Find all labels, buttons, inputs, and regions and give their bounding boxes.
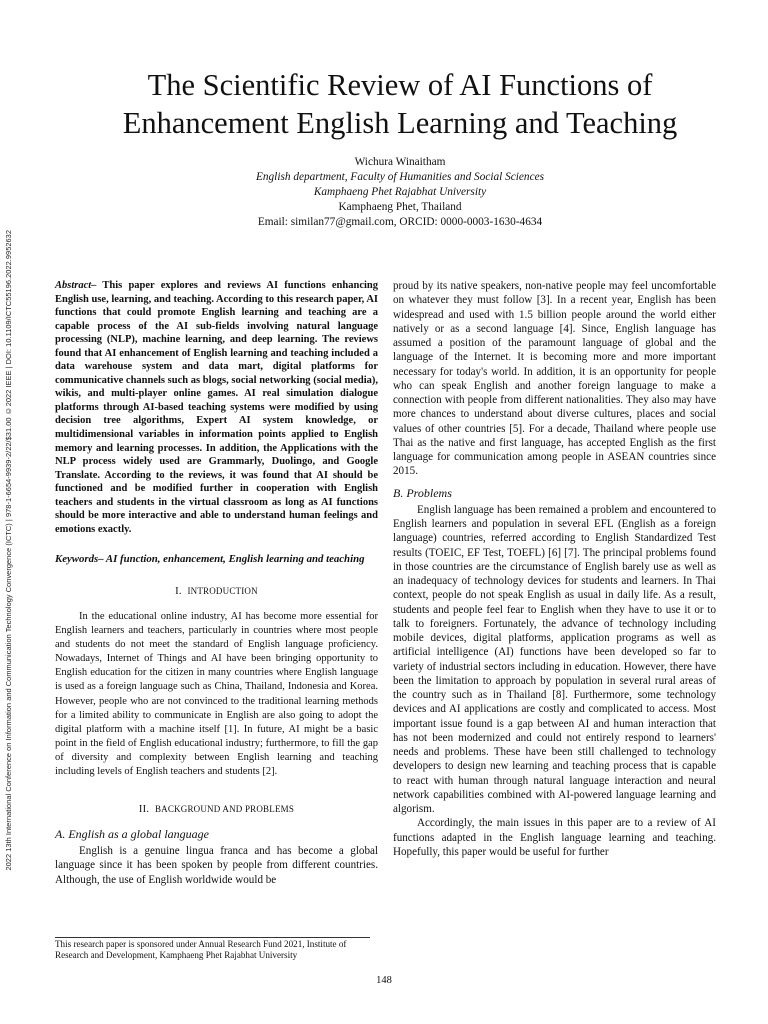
author-block <box>160 155 640 230</box>
intro-paragraph: In the educational online industry, AI has become more essential for English learners and teachers, particularly in countries where most people and students do not meet the standard of English language proficiency. Nowadays, Internet of Things and AI have been bringing opportunity to English education for the citizen in many countries where English language is used as a foreign language such as China, Thailand, Indonesia and Korea. However, people who are not convinced to the traditional learning methods for a limited ability to communicate in English are also going to adopt the digital platform with a machine itself [1]. In future, AI might be a basic point in the field of English educational industry; furthermore, to fill the gap of diversity and complexity between English learning and teaching including levels of English teachers and students [2]. <box>55 610 378 778</box>
left-column <box>55 279 378 887</box>
section-title: BACKGROUND AND PROBLEMS <box>154 803 295 814</box>
section-number: I. <box>175 586 182 598</box>
title-line-2: Enhancement English Learning and Teaching <box>122 106 678 140</box>
page-number: 148 <box>376 975 392 986</box>
problems-paragraph: English language has been remained a problem and encountered to English learners and population in several EFL (English as a foreign language) countries, referred according to English Standardized Test results (TOEIC, EF Test, TOEFL) [6] [7]. The principal problems found in those countries are the circumstance of English barely use as well as an inadequacy of technology devices for students and learners. In Thai context, people do not speak English as usual in daily life. As a result, students and people feel fear to English when they have to use it or to talk to foreigners. Fortunately, the advance of technology including mobile devices, digital platforms, application programs as well as artificial intelligence (AI) functions have been developed so far to variety of industrial sectors including in education. However, there have been the limitation to approach by population in several rural areas of the country such as in Thailand [8]. Furthermore, some technology devices and AI applications are costly and complicated to access. Most important issue found is a gap between AI and human interaction that has not been modernized and could not entirely respond to learners' needs and problems. These have been still challenged to technology developers to design new learning and teaching process that is capable to react with human through natural language interaction and neural network capabilities combined with AI-powered language learning and algorism. <box>393 503 716 815</box>
abstract-lead: Abstract– <box>55 280 97 291</box>
subsection-heading-a: A. English as a global language <box>55 826 209 841</box>
doi-text: 2022 13th International Conference on Information and Communication Technology Convergence (ICTC) | 978-1-6654-9939-2/22/$31.00 ©2022 IEEE | DOI: 10.1109/ICTC55196.2022.9952632 <box>3 229 13 871</box>
section-number: II. <box>138 803 150 815</box>
title-line-1: The Scientific Review of AI Functions of <box>147 68 653 102</box>
section-heading-background <box>55 802 378 817</box>
paper-title <box>60 66 740 142</box>
author-dept: English department, Faculty of Humanities and Social Sciences <box>255 171 544 183</box>
author-location: Kamphaeng Phet, Thailand <box>338 201 462 213</box>
abstract <box>55 279 378 536</box>
right-column <box>393 279 716 859</box>
problems-paragraph-2: Accordingly, the main issues in this paper are to a review of AI functions adapted in the English language learning and teaching. Hopefully, this paper would be useful for further <box>393 817 716 858</box>
keywords: Keywords– AI function, enhancement, English learning and teaching <box>55 553 365 566</box>
author-name: Wichura Winaitham <box>354 156 446 168</box>
global-language-paragraph: proud by its native speakers, non-native people may feel uncomfortable on whatever they must follow [3]. In a recent year, English has been widespread and used with 1.5 billion people around the world either natively or as a second language [4]. Since, English language has assumed a position of the paramount language of global and the language of the Internet. It is becoming more and more important necessary for today's world. In addition, it is an opportunity for people who can speak English and another foreign language to make a connection with people from different nationalities. They also may have more chances to understand about diverse cultures, places and social values of other countries [5]. For a decade, Thailand where people use Thai as the native and first language, has accepted English as the first language for communication among people in ASEAN countries since 2015. <box>393 280 716 478</box>
author-university: Kamphaeng Phet Rajabhat University <box>313 186 487 198</box>
doi-margin-note <box>1 130 15 970</box>
subsection-a-paragraph: English is a genuine lingua franca and has become a global language since it has been spoken by people from different countries. Although, the use of English worldwide would be <box>55 845 378 886</box>
section-heading-introduction <box>55 584 378 599</box>
section-title: INTRODUCTION <box>187 586 258 597</box>
footnote: This research paper is sponsored under Annual Research Fund 2021, Institute of Research and Development, Kamphaeng Phet Rajabhat University <box>55 939 347 960</box>
footnote-rule <box>55 937 370 938</box>
abstract-text: This paper explores and reviews AI functions enhancing English use, learning, and teaching. According to this research paper, AI functions that could promote English learning and teaching are a capable process of the AI sub-fields involving natural language processing (NLP), machine learning, and deep learning. The reviews found that AI enhancement of English learning and teaching included a data warehouse system and data mart, digital platforms for communicative channels such as blogs, social networking (social media), wikis, and multi-player online games. AI real simulation dialogue platforms through AI-based teaching systems were modified by using decision tree algorithms, Expert AI system knowledge, or multidimensional variables in information points applied to English memory and learning processes. In addition, the Applications with the NLP process widely used are Grammarly, Duolingo, and Google Translate. According to the reviews, it was found that AI should be functioned and be modified further in cooperation with English teachers and students in the virtual classroom as long as AI functions should be more interactive and able to understand human feelings and emotions exactly. <box>55 280 379 535</box>
author-contact: Email: similan77@gmail.com, ORCID: 0000-0003-1630-4634 <box>257 216 543 228</box>
subsection-heading-b: B. Problems <box>393 485 452 500</box>
